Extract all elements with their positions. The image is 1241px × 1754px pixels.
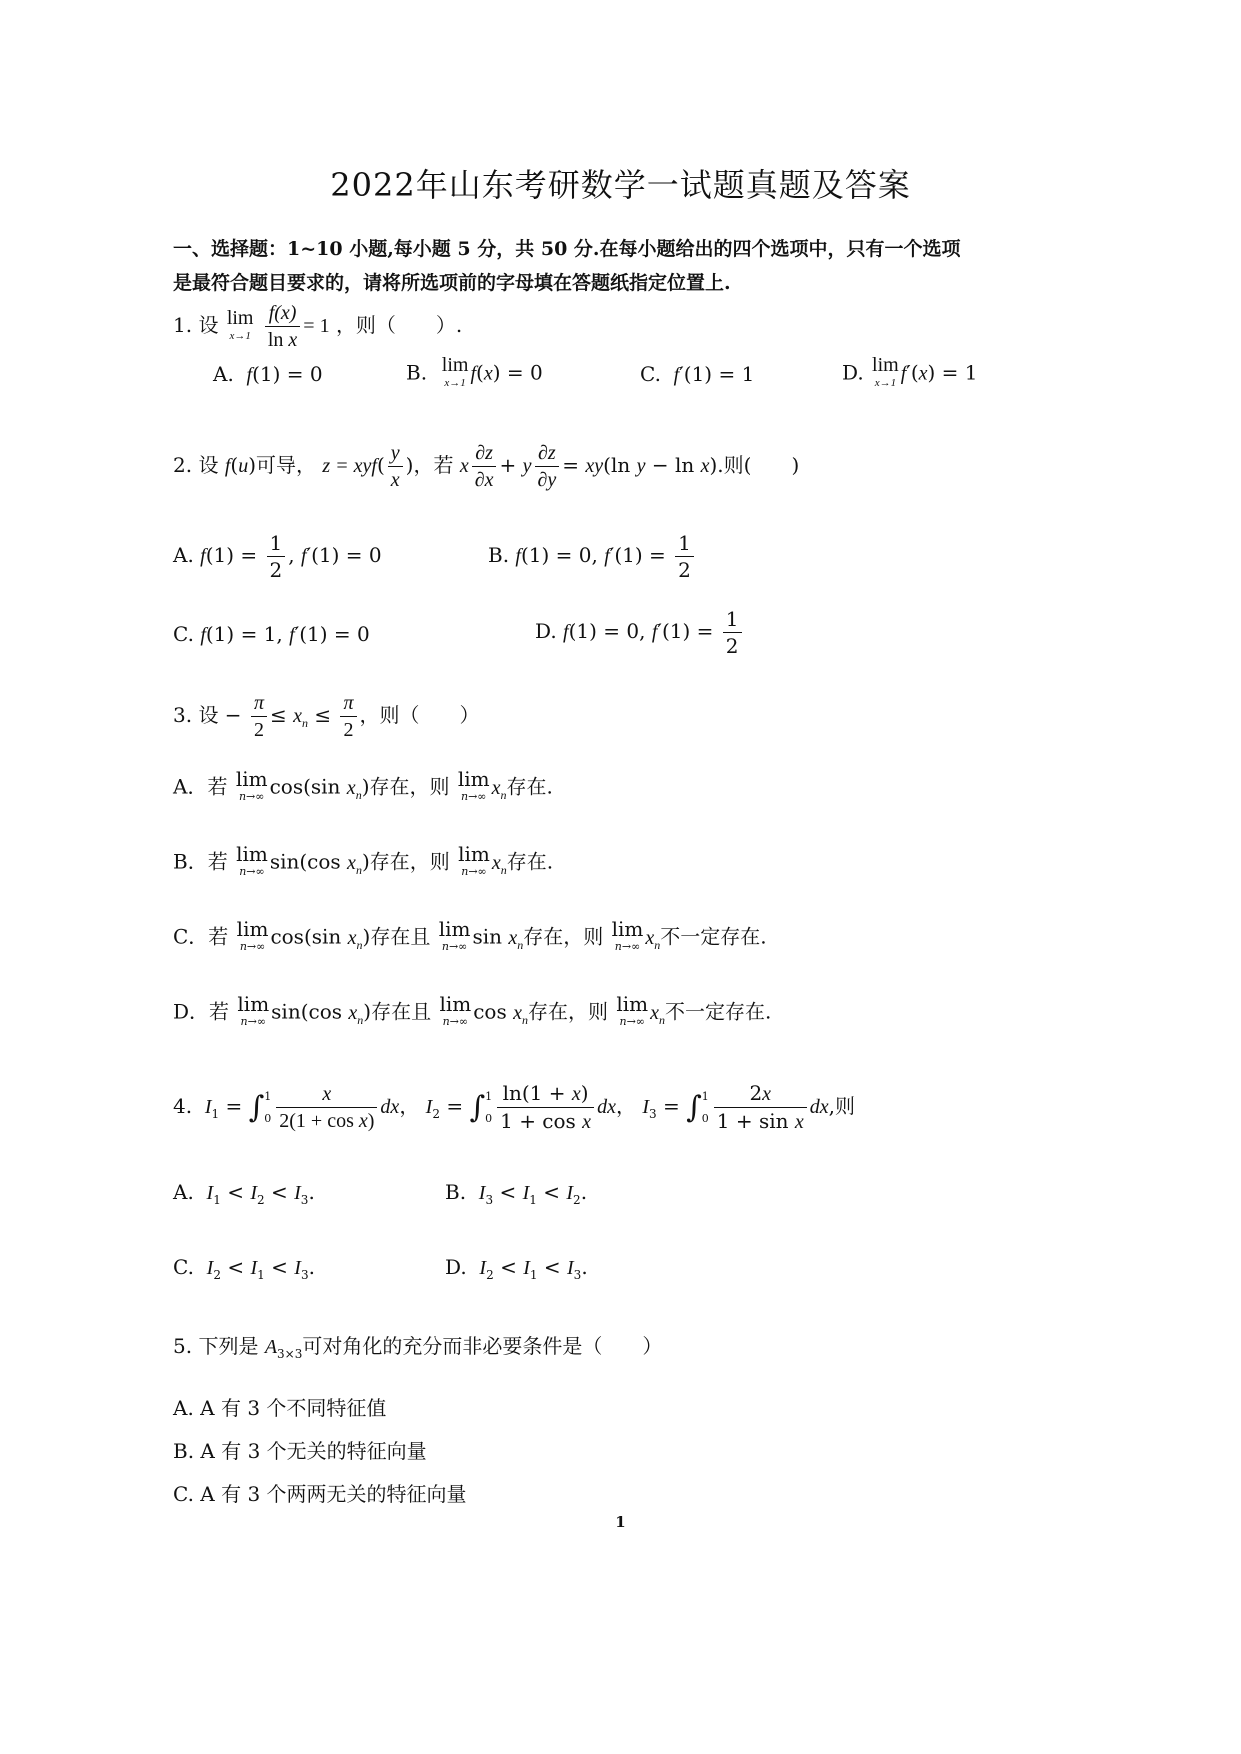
question-3-option-a: A．若 lim n→∞ cos(sin $x_n$)存在，则 lim n→∞ $x_n$存在. bbox=[173, 767, 553, 803]
question-4-stem: 4. $I_1 = \int 1$ 0 $\frac{x}{\text{2(1 + cos x)}}$ dx， $I_2 = \int 1$ 0 $\frac{\ln(1 + x)}{\text{1 + cos x}}$ dx， $I_3 = \int 1$ 0 $\frac{2x}{\text{1 + sin x}}$ dx,则 bbox=[173, 1081, 855, 1133]
question-4-option-c: C. $I_2 < I_1 < I_3$. bbox=[173, 1255, 315, 1282]
question-1-option-a: A. f(1) = 0 bbox=[213, 362, 323, 386]
question-2-option-d: D. f(1) = 0, f′(1) = $\frac{1}{2}$ bbox=[535, 606, 745, 659]
question-1-option-c: C. f′(1) = 1 bbox=[640, 362, 755, 386]
section-line-2: 是最符合题目要求的，请将所选项前的字母填在答题纸指定位置上. bbox=[173, 272, 731, 294]
section-instructions bbox=[173, 232, 1073, 300]
section-line-1: 一、选择题：1~10 小题,每小题 5 分，共 50 分.在每小题给出的四个选项中，只有一个选项 bbox=[173, 238, 961, 260]
question-1-option-d: D. lim x→1 f′(x) = 1 bbox=[842, 354, 978, 389]
question-4-option-a: A. $I_1 < I_2 < I_3$. bbox=[173, 1180, 315, 1207]
question-2-option-b: B. f(1) = 0, f′(1) = $\frac{1}{2}$ bbox=[488, 530, 697, 583]
question-3-option-c: C．若 lim n→∞ cos(sin $x_n$)存在且 lim n→∞ $\sin x_n$存在，则 lim n→∞ $x_n$不一定存在. bbox=[173, 917, 767, 953]
question-2-stem: 2. 设 f(u)可导， z = xyf( $\frac{y}{x}$ )，若 x $\frac{\partial z}{\partial x}$ + y $\frac{\partial z}{\partial y}$ = xy(ln y − ln x).则( ) bbox=[173, 442, 800, 491]
page-number: 1 bbox=[615, 1513, 626, 1531]
question-5-option-b: B. A 有 3 个无关的特征向量 bbox=[173, 1439, 427, 1463]
page-title: 2022年山东考研数学一试题真题及答案 bbox=[330, 166, 911, 204]
question-4-option-d: D. $I_2 < I_1 < I_3$. bbox=[445, 1255, 588, 1282]
question-5-stem: 5. 下列是 $A_{3\times 3}$可对角化的充分而非必要条件是（ ） bbox=[173, 1334, 663, 1361]
question-3-option-b: B．若 lim n→∞ sin(cos $x_n$)存在，则 lim n→∞ $x_n$存在. bbox=[173, 842, 554, 878]
question-5-option-a: A. A 有 3 个不同特征值 bbox=[173, 1396, 387, 1420]
question-1-stem: 1. 设 lim x→1 $\frac{f(x)}{\text{ln x}}$ = 1 ，则（ ）. bbox=[173, 302, 463, 351]
question-5-option-c: C. A 有 3 个两两无关的特征向量 bbox=[173, 1482, 467, 1506]
question-2-option-c: C. f(1) = 1, f′(1) = 0 bbox=[173, 622, 370, 646]
question-2-option-a: A. f(1) = $\frac{1}{2}$ , f′(1) = 0 bbox=[173, 531, 382, 582]
question-3-option-d: D．若 lim n→∞ sin(cos $x_n$)存在且 lim n→∞ $\cos x_n$存在，则 lim n→∞ $x_n$不一定存在. bbox=[173, 992, 772, 1028]
question-4-option-b: B. $I_3 < I_1 < I_2$. bbox=[445, 1180, 588, 1207]
question-3-stem: 3. 设 − $\frac{\pi}{2}$ ≤ $x_n$ ≤ $\frac{\pi}{2}$ ，则（ ） bbox=[173, 692, 480, 741]
question-1-option-b: B. lim x→1 f(x) = 0 bbox=[406, 354, 543, 389]
